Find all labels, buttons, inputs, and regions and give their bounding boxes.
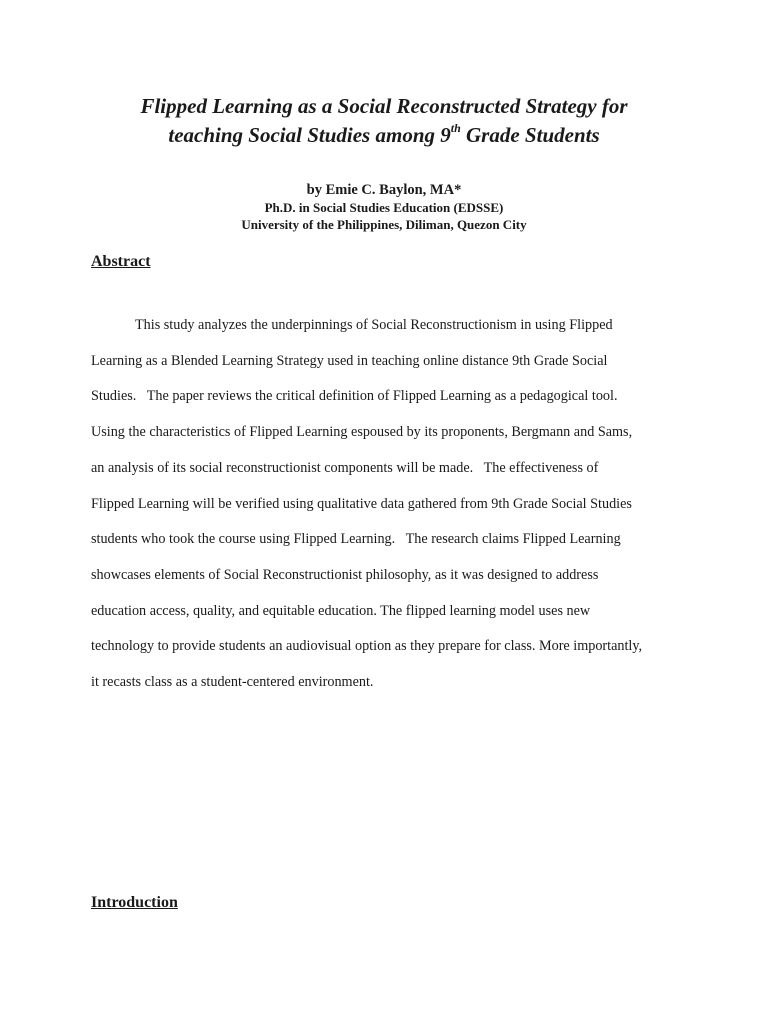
abstract-line: an analysis of its social reconstructionist components will be made. The effectiveness of (91, 459, 599, 476)
author-line: by Emie C. Baylon, MA* (306, 182, 462, 198)
title-line-1: Flipped Learning as a Social Reconstructed Strategy for (140, 94, 628, 118)
abstract-line: students who took the course using Flipped Learning. The research claims Flipped Learning (91, 531, 621, 548)
abstract-line: showcases elements of Social Reconstructionist philosophy, as it was designed to address (91, 566, 599, 583)
paper-title (60, 92, 708, 150)
abstract-body (91, 308, 679, 701)
abstract-line: education access, quality, and equitable education. The flipped learning model uses new (91, 602, 591, 619)
abstract-line: Studies. The paper reviews the critical definition of Flipped Learning as a pedagogical tool. (91, 388, 618, 405)
introduction-heading: Introduction (91, 894, 178, 911)
abstract-line: Flipped Learning will be verified using qualitative data gathered from 9th Grade Social Studies (91, 495, 632, 512)
university-line: University of the Philippines, Diliman, Quezon City (241, 217, 527, 232)
abstract-line: it recasts class as a student-centered environment. (91, 674, 374, 691)
title-line-2-prefix: teaching Social Studies among 9 (168, 123, 451, 147)
abstract-line: Using the characteristics of Flipped Learning espoused by its proponents, Bergmann and Sams, (91, 424, 633, 441)
abstract-line: This study analyzes the underpinnings of Social Reconstructionism in using Flipped (135, 317, 613, 333)
abstract-heading: Abstract (91, 253, 151, 270)
title-line-2-suffix: Grade Students (460, 123, 600, 147)
title-superscript: th (450, 121, 461, 135)
degree-line: Ph.D. in Social Studies Education (EDSSE) (264, 200, 504, 215)
abstract-line: Learning as a Blended Learning Strategy used in teaching online distance 9th Grade Social (91, 352, 608, 369)
abstract-line: technology to provide students an audiovisual option as they prepare for class. More importantly, (91, 638, 643, 655)
